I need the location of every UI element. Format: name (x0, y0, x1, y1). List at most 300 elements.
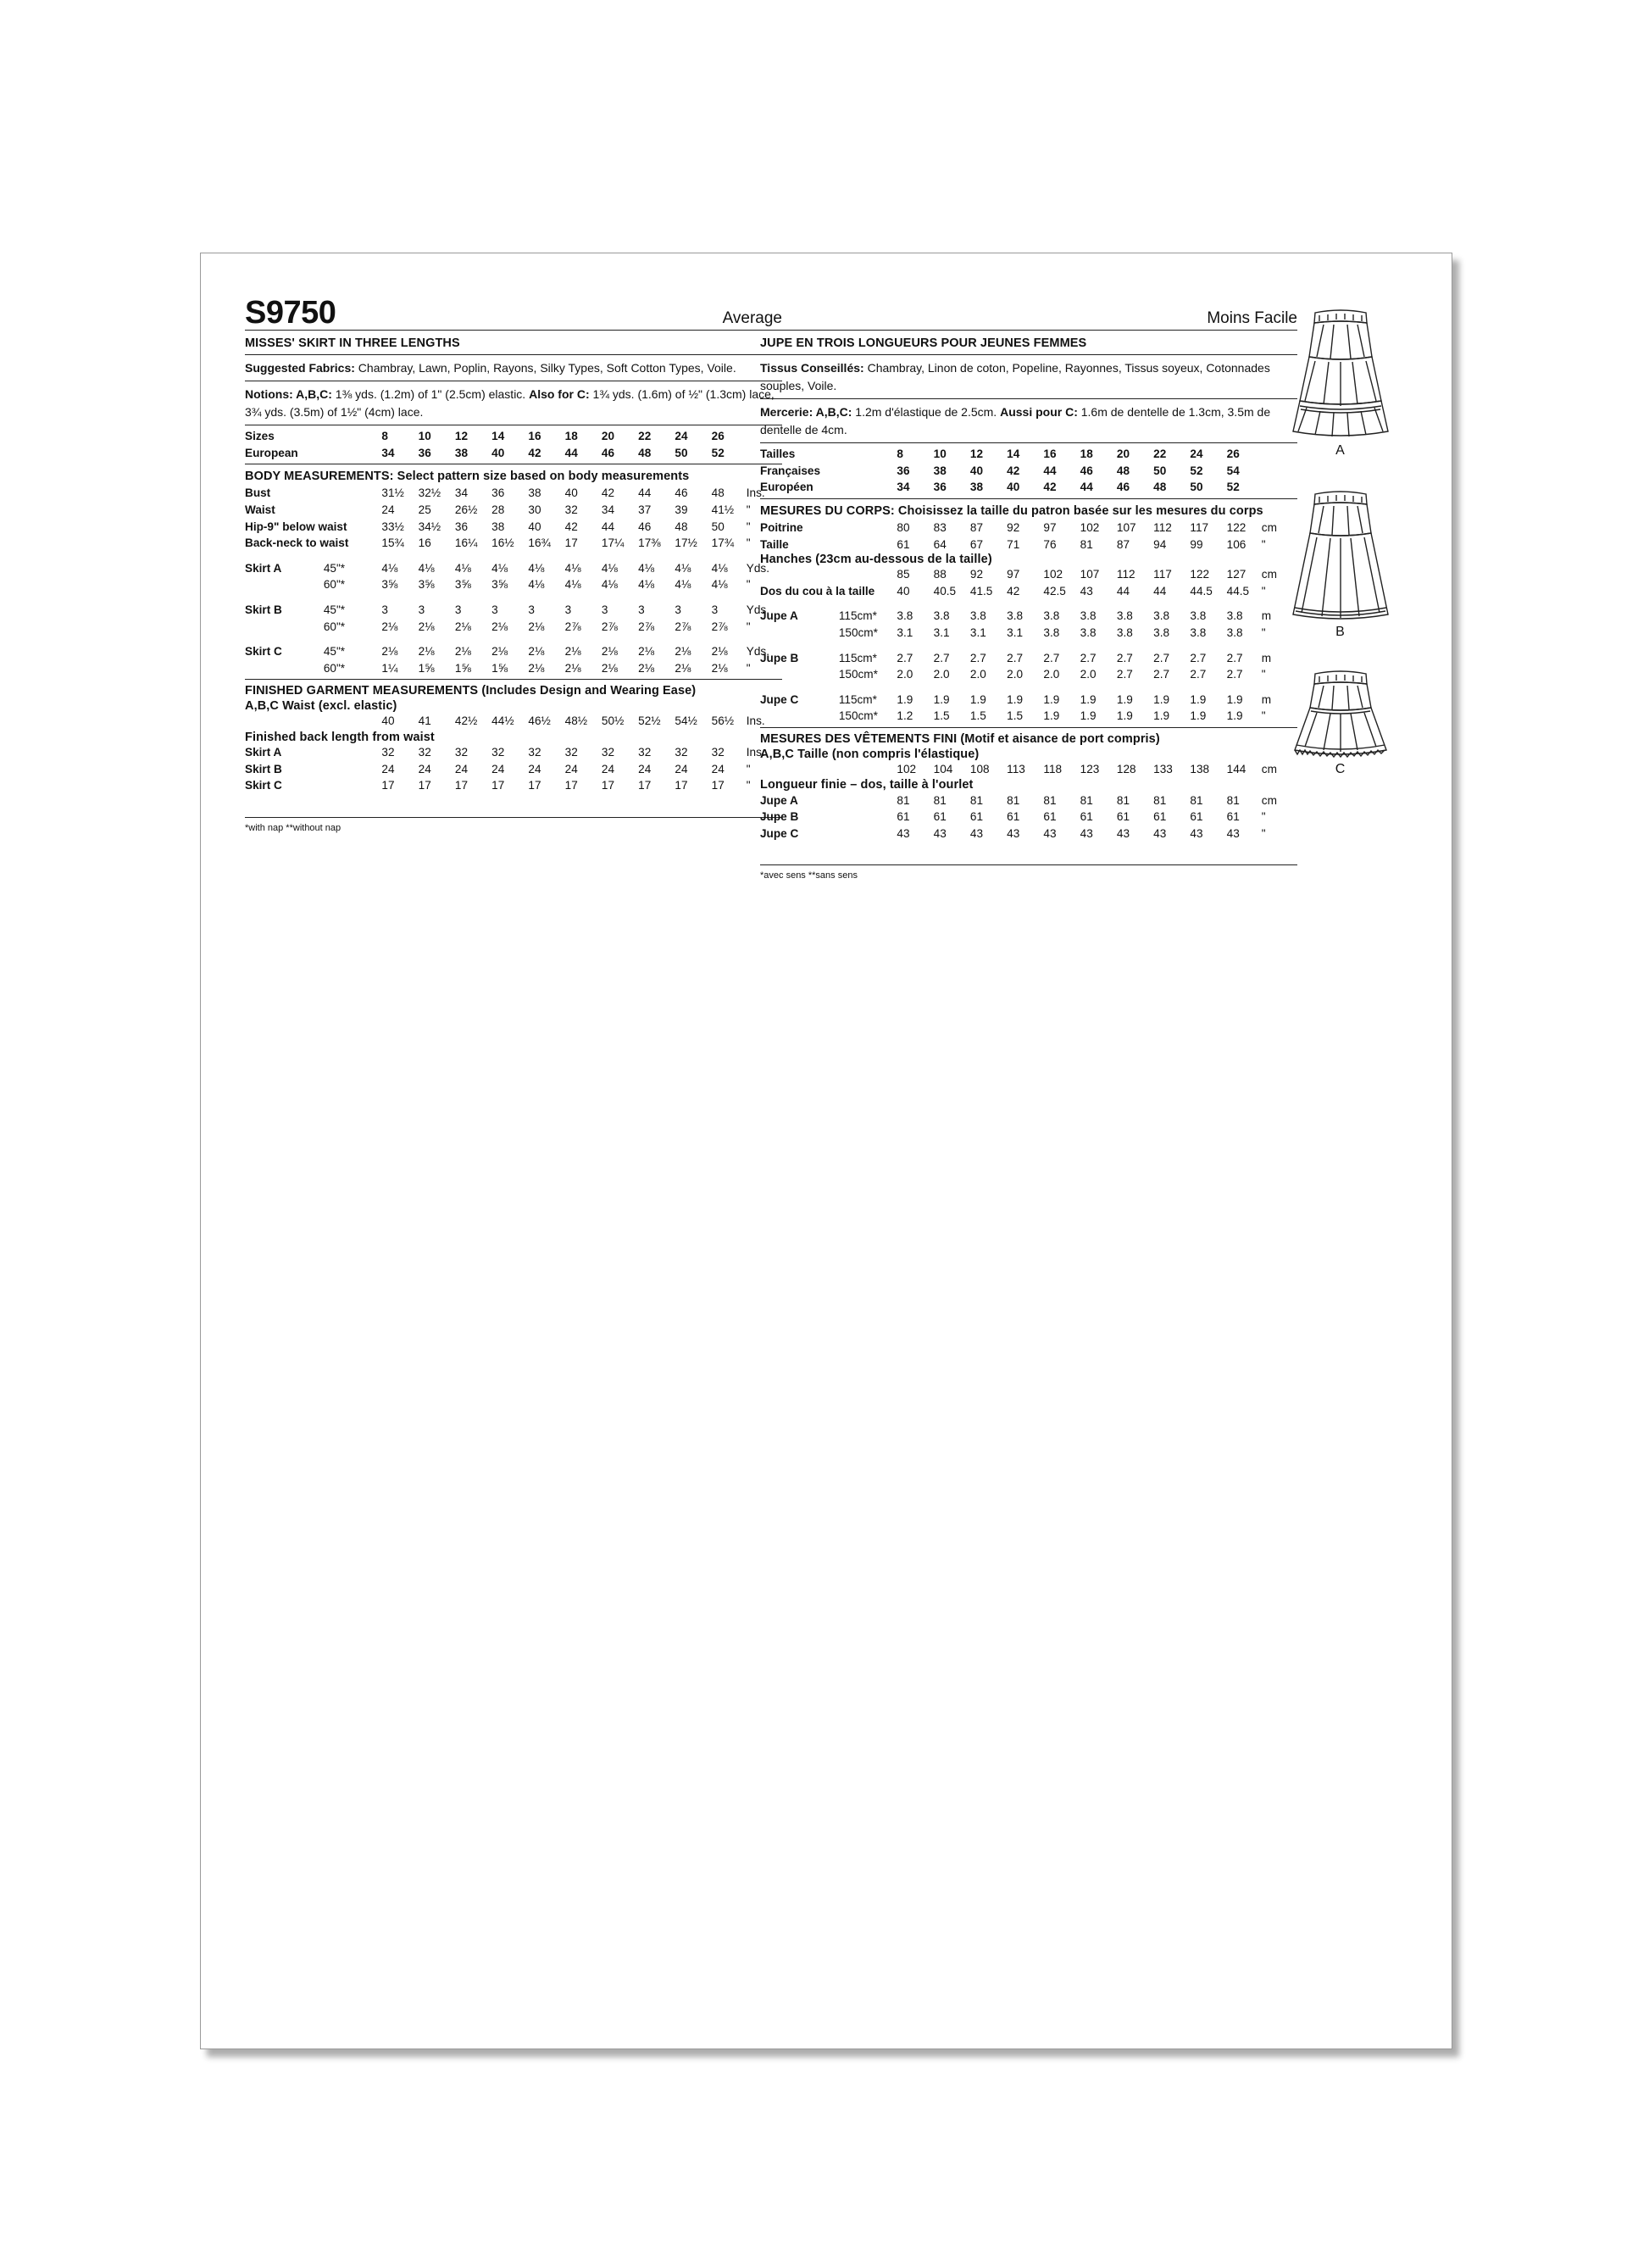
value-cell: 3.8 (969, 609, 986, 623)
table-row (760, 520, 1297, 536)
value-cell: 2⅛ (675, 661, 691, 675)
value-cell: 17 (638, 779, 652, 792)
value-cell: 36 (933, 481, 947, 494)
value-cell: 32 (711, 746, 725, 759)
value-cell: 2⅛ (381, 620, 398, 633)
value-cell: 2.7 (1007, 651, 1024, 664)
value-cell: 104 (933, 763, 953, 776)
value-cell: 24 (638, 762, 652, 775)
value-cell: 16 (418, 536, 431, 550)
unit: " (1261, 826, 1266, 840)
value-cell: 48 (1116, 464, 1130, 477)
value-cell: 64 (933, 537, 947, 551)
value-cell: 127 (1226, 568, 1246, 581)
value-cell: 94 (1153, 537, 1167, 551)
value-cell: 87 (969, 521, 984, 535)
table-row (245, 445, 782, 462)
value-cell: 44 (1116, 584, 1130, 598)
unit: m (1261, 651, 1272, 664)
value-cell: 42 (1043, 481, 1057, 494)
value-cell: 3.8 (897, 609, 913, 623)
finished-measurements (245, 680, 782, 796)
value-cell: 2⅞ (711, 620, 728, 633)
table-row (760, 479, 1297, 496)
skirt-a-drawing (1290, 306, 1391, 442)
value-cell: 3 (601, 603, 608, 617)
value-cell: 32 (638, 746, 652, 759)
unit: Ins. (746, 714, 765, 728)
value-cell: 4⅛ (564, 561, 581, 575)
value-cell: 61 (1153, 810, 1167, 824)
difficulty-level: Average (722, 309, 782, 327)
value-cell: 24 (675, 430, 688, 443)
value-cell: 2.7 (1226, 668, 1243, 681)
value-cell: 14 (491, 430, 505, 443)
pattern-number: S9750 (245, 295, 336, 331)
row-label (760, 761, 839, 778)
row-label: Back-neck to waist (245, 536, 349, 550)
value-cell: 113 (1007, 763, 1025, 776)
fabric-width (839, 479, 897, 496)
value-cell: 42 (564, 520, 578, 533)
value-cell: 4⅛ (528, 578, 545, 592)
row-label: Jupe B (760, 651, 799, 664)
value-cell: 50 (675, 446, 688, 459)
value-cell: 40 (381, 714, 395, 728)
unit: " (746, 520, 751, 533)
value-cell: 2.7 (969, 651, 986, 664)
value-cell: 50½ (601, 714, 625, 728)
value-cell: 16¼ (454, 536, 478, 550)
value-cell: 40 (969, 464, 984, 477)
fabric-width (839, 761, 897, 778)
value-cell: 1.5 (969, 709, 986, 723)
measurement-table (760, 761, 1297, 778)
unit: " (1261, 626, 1266, 640)
value-cell: 2.0 (933, 668, 950, 681)
value-cell: 32 (564, 746, 578, 759)
notions-label-fr: Mercerie: A,B,C: (760, 405, 852, 419)
value-cell: 25 (418, 503, 431, 517)
value-cell: 30 (528, 503, 541, 517)
value-cell: 54 (1226, 464, 1240, 477)
row-label: Poitrine (760, 521, 803, 535)
value-cell: 24 (418, 762, 431, 775)
measurement-table (760, 520, 1297, 553)
value-cell: 2⅛ (638, 645, 655, 659)
unit: Ins. (746, 746, 765, 759)
unit: Yds. (746, 603, 769, 617)
table-row (760, 641, 1297, 666)
fabric-width: 115cm* (838, 692, 877, 706)
table-row (760, 825, 1297, 842)
value-cell: 52½ (638, 714, 661, 728)
value-cell: 1.9 (1226, 709, 1243, 723)
value-cell: 44 (638, 486, 652, 500)
value-cell: 42 (528, 446, 541, 459)
body-measurements-fr (760, 499, 1297, 728)
value-cell: 81 (1190, 793, 1203, 807)
row-label: Skirt C (245, 779, 282, 792)
value-cell: 92 (969, 568, 984, 581)
value-cell: 2⅛ (491, 645, 508, 659)
value-cell: 2.7 (1080, 651, 1097, 664)
value-cell: 99 (1190, 537, 1203, 551)
value-cell: 42 (1007, 464, 1020, 477)
value-cell: 3.8 (1043, 609, 1060, 623)
fabric-width (839, 446, 897, 463)
value-cell: 76 (1043, 537, 1057, 551)
value-cell: 2⅛ (454, 645, 471, 659)
value-cell: 2⅛ (711, 661, 728, 675)
caption-a: A (1335, 443, 1345, 458)
value-cell: 22 (638, 430, 652, 443)
pattern-title: MISSES' SKIRT IN THREE LENGTHS (245, 331, 782, 355)
value-cell: 1.9 (1043, 709, 1060, 723)
length-label-fr: Longueur finie – dos, taille à l'ourlet (760, 778, 974, 792)
unit: m (1261, 609, 1272, 623)
value-cell: 83 (933, 521, 947, 535)
row-label (760, 708, 839, 725)
measurement-table (245, 428, 782, 461)
value-cell: 36 (491, 486, 505, 500)
suggested-fabrics-fr (760, 355, 1297, 399)
fabric-width (324, 744, 382, 761)
fabric-width (839, 792, 897, 809)
value-cell: 2⅛ (491, 620, 508, 633)
value-cell: 26½ (454, 503, 478, 517)
value-cell: 61 (1116, 810, 1130, 824)
value-cell: 43 (969, 826, 984, 840)
row-label: Hip-9" below waist (245, 520, 347, 533)
fabric-width: 150cm* (838, 668, 878, 681)
value-cell: 17 (418, 779, 431, 792)
value-cell: 24 (381, 503, 395, 517)
notions-text-c-fr: 1.6m de dentelle de 1.3cm, 3.5m de dentelle de 4cm. (760, 405, 1271, 436)
table-row (760, 536, 1297, 553)
value-cell: 80 (897, 521, 910, 535)
value-cell: 2.7 (897, 651, 913, 664)
unit: Yds. (746, 645, 769, 659)
value-cell: 32 (454, 746, 469, 759)
value-cell: 2⅞ (638, 620, 655, 633)
value-cell: 46 (675, 486, 688, 500)
measurement-table (245, 560, 782, 677)
table-row (760, 583, 1297, 600)
value-cell: 122 (1190, 568, 1210, 581)
footnote-fr: *avec sens **sans sens (760, 864, 1297, 881)
value-cell: 128 (1116, 763, 1136, 776)
value-cell: 41½ (711, 503, 735, 517)
fabric-width (324, 485, 382, 502)
fabric-width: 60"* (323, 578, 346, 592)
value-cell: 2⅛ (528, 645, 545, 659)
value-cell: 43 (1043, 826, 1057, 840)
value-cell: 92 (1007, 521, 1020, 535)
unit: " (1261, 537, 1266, 551)
value-cell: 61 (969, 810, 984, 824)
value-cell: 15¾ (381, 536, 404, 550)
row-label: Waist (245, 503, 275, 517)
value-cell: 4⅛ (418, 561, 435, 575)
value-cell: 12 (454, 430, 469, 443)
value-cell: 18 (564, 430, 578, 443)
value-cell: 48 (1153, 481, 1167, 494)
row-label: European (245, 446, 298, 459)
value-cell: 40 (491, 446, 505, 459)
value-cell: 3.8 (1007, 609, 1024, 623)
value-cell: 1.5 (933, 709, 950, 723)
unit: " (746, 762, 751, 775)
value-cell: 1.9 (1007, 692, 1024, 706)
value-cell: 2⅛ (601, 645, 618, 659)
suggested-fabrics (245, 355, 782, 381)
fabric-width (324, 760, 382, 777)
size-table (245, 425, 782, 464)
value-cell: 2.0 (897, 668, 913, 681)
row-label: Françaises (760, 464, 821, 477)
value-cell: 1.9 (1190, 692, 1207, 706)
value-cell: 46 (1116, 481, 1130, 494)
value-cell: 22 (1153, 447, 1167, 461)
value-cell: 1.9 (1153, 692, 1170, 706)
header (245, 295, 782, 331)
row-label (245, 660, 324, 677)
unit: " (746, 503, 751, 517)
fabric-width: 115cm* (838, 609, 877, 623)
value-cell: 41 (418, 714, 431, 728)
value-cell: 17 (711, 779, 725, 792)
notions-text-fr: 1.2m d'élastique de 2.5cm. (852, 405, 1001, 419)
skirt-b-drawing (1290, 489, 1391, 623)
value-cell: 34 (381, 446, 395, 459)
value-cell: 17 (564, 536, 578, 550)
fabric-width: 150cm* (838, 709, 878, 723)
value-cell: 102 (1043, 568, 1063, 581)
value-cell: 32 (418, 746, 431, 759)
value-cell: 26 (711, 430, 725, 443)
value-cell: 38 (528, 486, 541, 500)
value-cell: 48½ (564, 714, 588, 728)
unit: cm (1261, 568, 1277, 581)
value-cell: 4⅛ (638, 578, 655, 592)
value-cell: 3⅝ (491, 578, 508, 592)
value-cell: 43 (1007, 826, 1020, 840)
value-cell: 2⅛ (528, 620, 545, 633)
footnote: *with nap **without nap (245, 817, 782, 833)
value-cell: 44 (1153, 584, 1167, 598)
value-cell: 2⅛ (418, 620, 435, 633)
unit: " (746, 779, 751, 792)
value-cell: 4⅛ (454, 561, 471, 575)
value-cell: 38 (491, 520, 505, 533)
table-row (245, 713, 782, 730)
value-cell: 2⅛ (418, 645, 435, 659)
value-cell: 3.8 (1116, 626, 1133, 640)
value-cell: 138 (1190, 763, 1210, 776)
value-cell: 44.5 (1226, 584, 1250, 598)
value-cell: 32 (564, 503, 578, 517)
value-cell: 1⅝ (418, 661, 435, 675)
value-cell: 4⅛ (711, 561, 728, 575)
value-cell: 1.5 (1007, 709, 1024, 723)
fabrics-text-fr: Chambray, Linon de coton, Popeline, Rayonnes, Tissus soyeux, Cotonnades souples, Voile. (760, 361, 1270, 392)
value-cell: 4⅛ (638, 561, 655, 575)
table-row (245, 502, 782, 519)
value-cell: 43 (1080, 584, 1093, 598)
difficulty-level-fr: Moins Facile (1207, 309, 1297, 327)
value-cell: 37 (638, 503, 652, 517)
value-cell: 81 (1080, 793, 1093, 807)
value-cell: 20 (1116, 447, 1130, 461)
value-cell: 3.8 (1080, 609, 1097, 623)
value-cell: 40.5 (933, 584, 957, 598)
value-cell: 97 (1007, 568, 1020, 581)
value-cell: 4⅛ (601, 561, 618, 575)
value-cell: 48 (675, 520, 688, 533)
table-row (760, 792, 1297, 809)
row-label (760, 666, 839, 683)
value-cell: 38 (933, 464, 947, 477)
table-row (245, 428, 782, 445)
row-label (245, 713, 324, 730)
value-cell: 34 (601, 503, 615, 517)
value-cell: 40 (528, 520, 541, 533)
value-cell: 32 (528, 746, 541, 759)
value-cell: 33½ (381, 520, 404, 533)
table-row (245, 660, 782, 677)
value-cell: 106 (1226, 537, 1246, 551)
value-cell: 3 (638, 603, 645, 617)
value-cell: 43 (1153, 826, 1167, 840)
value-cell: 42.5 (1043, 584, 1066, 598)
fabric-width (324, 777, 382, 794)
fabric-width (839, 536, 897, 553)
value-cell: 17 (528, 779, 541, 792)
value-cell: 17 (381, 779, 395, 792)
value-cell: 12 (969, 447, 984, 461)
value-cell: 17 (454, 779, 469, 792)
value-cell: 117 (1190, 521, 1209, 535)
value-cell: 32 (601, 746, 615, 759)
value-cell: 2.7 (1116, 651, 1133, 664)
unit: " (746, 661, 751, 675)
table-row (245, 760, 782, 777)
row-label: Jupe B (760, 810, 799, 824)
value-cell: 44½ (491, 714, 514, 728)
value-cell: 3.8 (1226, 609, 1243, 623)
table-row (760, 761, 1297, 778)
notions-text-c: 1¾ yds. (1.6m) of ½" (1.3cm) lace, 3¾ yds. (3.5m) of 1½" (4cm) lace. (245, 387, 775, 419)
value-cell: 133 (1153, 763, 1173, 776)
fabrics-label: Suggested Fabrics: (245, 361, 355, 375)
value-cell: 117 (1153, 568, 1172, 581)
value-cell: 50 (711, 520, 725, 533)
value-cell: 36 (454, 520, 469, 533)
fabrics-text: Chambray, Lawn, Poplin, Rayons, Silky Types, Soft Cotton Types, Voile. (354, 361, 736, 375)
value-cell: 2.0 (1043, 668, 1060, 681)
finished-heading: FINISHED GARMENT MEASUREMENTS (Includes Design and Wearing Ease) (245, 684, 697, 698)
value-cell: 4⅛ (491, 561, 508, 575)
fabric-width (839, 809, 897, 825)
value-cell: 1⅝ (454, 661, 471, 675)
value-cell: 102 (1080, 521, 1100, 535)
row-label: Skirt B (245, 603, 282, 617)
value-cell: 108 (969, 763, 990, 776)
value-cell: 4⅛ (528, 561, 545, 575)
value-cell: 3.1 (933, 626, 950, 640)
value-cell: 107 (1080, 568, 1100, 581)
value-cell: 81 (897, 793, 910, 807)
row-label: Sizes (245, 430, 275, 443)
value-cell: 44 (1080, 481, 1093, 494)
value-cell: 3 (675, 603, 681, 617)
table-row (245, 518, 782, 535)
caption-c: C (1335, 762, 1346, 776)
value-cell: 26 (1226, 447, 1240, 461)
row-label: Jupe A (760, 793, 798, 807)
value-cell: 71 (1007, 537, 1020, 551)
value-cell: 1.9 (1116, 692, 1133, 706)
value-cell: 2⅛ (711, 645, 728, 659)
value-cell: 2.7 (1190, 651, 1207, 664)
value-cell: 2⅛ (454, 620, 471, 633)
value-cell: 1.9 (1116, 709, 1133, 723)
fabric-width: 60"* (323, 661, 346, 675)
value-cell: 4⅛ (381, 561, 398, 575)
value-cell: 24 (675, 762, 688, 775)
value-cell: 118 (1043, 763, 1063, 776)
fabric-width: 60"* (323, 620, 346, 633)
value-cell: 2⅛ (601, 661, 618, 675)
value-cell: 2.7 (1043, 651, 1060, 664)
value-cell: 3 (418, 603, 425, 617)
value-cell: 44 (564, 446, 578, 459)
unit: " (1261, 709, 1266, 723)
finished-heading-fr: MESURES DES VÊTEMENTS FINI (Motif et aisance de port compris) (760, 731, 1160, 746)
value-cell: 38 (454, 446, 469, 459)
notions-fr (760, 399, 1297, 443)
fabric-width (324, 502, 382, 519)
value-cell: 2.7 (1116, 668, 1133, 681)
value-cell: 2⅞ (564, 620, 581, 633)
unit: cm (1261, 521, 1277, 535)
value-cell: 46 (638, 520, 652, 533)
value-cell: 4⅛ (601, 578, 618, 592)
value-cell: 36 (897, 464, 910, 477)
value-cell: 38 (969, 481, 984, 494)
value-cell: 17¼ (601, 536, 625, 550)
row-label (760, 566, 839, 583)
unit: " (1261, 584, 1266, 598)
value-cell: 44 (601, 520, 615, 533)
value-cell: 17 (491, 779, 505, 792)
unit: Ins. (746, 486, 765, 500)
value-cell: 17½ (675, 536, 697, 550)
value-cell: 107 (1116, 521, 1136, 535)
unit (1262, 463, 1297, 480)
value-cell: 2.7 (1153, 668, 1170, 681)
value-cell: 81 (1116, 793, 1130, 807)
value-cell: 43 (1226, 826, 1240, 840)
value-cell: 122 (1226, 521, 1246, 535)
table-row (760, 809, 1297, 825)
length-label: Finished back length from waist (245, 730, 435, 744)
notions-label: Notions: A,B,C: (245, 387, 332, 401)
value-cell: 1.9 (933, 692, 950, 706)
value-cell: 24 (601, 762, 615, 775)
english-column (245, 295, 782, 833)
